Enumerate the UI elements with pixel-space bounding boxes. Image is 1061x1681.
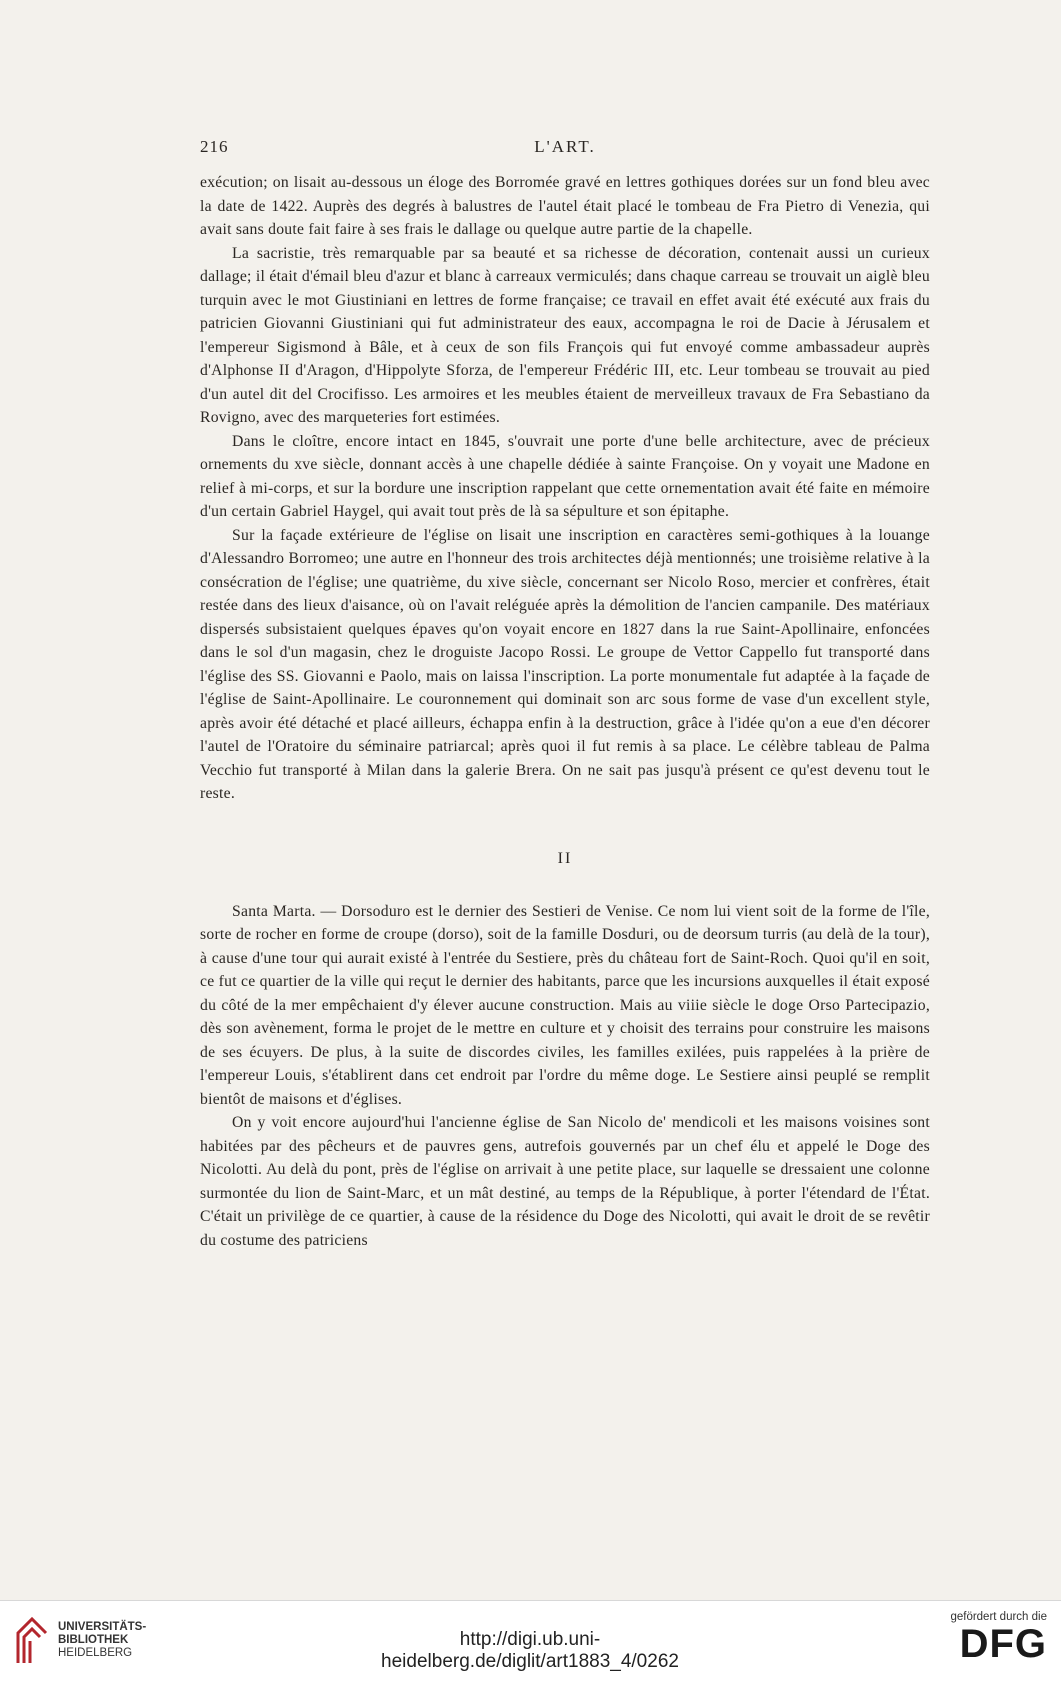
- article-body: [200, 171, 930, 1252]
- paragraph: On y voit encore aujourd'hui l'ancienne église de San Nicolo de' mendicoli et les maisons voisines sont habitées par des pêcheurs et de pauvres gens, autrefois gouvernés par un chef élu et appelé le Doge des Nicolotti. Au delà du pont, près de l'église on arrivait à une petite place, sur laquelle se dressaient une colonne surmontée du lion de Saint-Marc, et un mât destiné, au temps de la République, à porter l'étendard de l'État. C'était un privilège de ce quartier, à cause de la résidence du Doge des Nicolotti, qui avait le droit de se revêtir du costume des patriciens: [200, 1114, 930, 1249]
- viewer-footer: [0, 1600, 1061, 1681]
- paragraph: Sur la façade extérieure de l'église on lisait une inscription en caractères semi-gothiques à la louange d'Alessandro Borromeo; une autre en l'honneur des trois architectes déjà mentionnés; une troisième relative à la consécration de l'église; une quatrième, du xive siècle, concernant ser Nicolo Roso, mercier et confrères, était restée dans des lieux d'aisance, où on l'avait reléguée après la démolition de l'ancien campanile. Des matériaux dispersés subsistaient quelques épaves qu'on voyait encore en 1827 dans la rue Saint-Apollinaire, enfoncées dans le sol d'un magasin, chez le droguiste Jacopo Rossi. Le groupe de Vettor Cappello fut transporté dans l'église des SS. Giovanni e Paolo, mais on laissa l'inscription. La porte monumentale fut adaptée à la façade de l'église de Saint-Apollinaire. Le couronnement qui dominait son arc sous forme de vase d'un excellent style, après avoir été détaché et placé ailleurs, échappa enfin à la destruction, grâce à l'idée qu'on a eue d'en décorer l'autel de l'Oratoire du séminaire patriarcal; après quoi il fut remis à sa place. Le célèbre tableau de Palma Vecchio fut transporté à Milan dans la galerie Brera. On ne sait pas jusqu'à présent ce qu'est devenu tout le reste.: [200, 526, 930, 802]
- library-logo[interactable]: [12, 1613, 162, 1669]
- paragraph: La sacristie, très remarquable par sa beauté et sa richesse de décoration, contenait aussi un curieux dallage; il était d'émail bleu d'azur et blanc à carreaux vermiculés; dans chaque carreau se trouvait un aiglè bleu turquin avec le mot Giustiniani en lettres de forme française; ce travail en effet avait été exécuté aux frais du patricien Giovanni Giustiniani qui fut administrateur des eaux, accompagna le roi de Dacie à Jérusalem et l'empereur Sigismond à Bâle, et à ceux de son fils François qui fut envoyé comme ambassadeur auprès d'Alphonse II d'Aragon, d'Hippolyte Sforza, de l'empereur Frédéric III, etc. Leur tombeau se trouvait au pied d'un autel dit del Crocifisso. Les armoires et les meubles étaient de merveilleux travaux de Fra Sebastiano da Rovigno, avec des marqueteries fort estimées.: [200, 244, 930, 426]
- library-name-line: UNIVERSITÄTS-: [58, 1621, 147, 1633]
- funder-logo[interactable]: [917, 1611, 1047, 1673]
- paragraph: Dans le cloître, encore intact en 1845, s'ouvrait une porte d'une belle architecture, avec de précieux ornements du xve siècle, donnant accès à une chapelle dédiée à sainte Françoise. On y voyait une Madone en relief à mi-corps, et sur la bordure une inscription rappelant que cette ornementation avait été faite en mémoire d'un certain Gabriel Haygel, qui avait tout près de là sa sépulture et son épitaphe.: [200, 432, 930, 520]
- funding-label: gefördert durch die: [950, 1611, 1047, 1623]
- section-heading: II: [557, 849, 573, 867]
- running-header: [200, 137, 930, 161]
- library-name: [58, 1621, 146, 1660]
- library-emblem-icon: [12, 1613, 52, 1669]
- paragraph: exécution; on lisait au-dessous un éloge des Borromée gravé en lettres gothiques dorées sur un fond bleu avec la date de 1422. Auprès des degrés à balustres de l'autel était placé le tombeau de Fra Pietro di Venezia, qui avait sans doute fait faire à ses frais le dallage ou quelque autre partie de la chapelle.: [200, 174, 930, 238]
- page-number: 216: [200, 137, 229, 156]
- paragraph: Santa Marta. — Dorsoduro est le dernier des Sestieri de Venise. Ce nom lui vient soit de la forme de l'île, sorte de rocher en forme de croupe (dorso), soit de la famille Dosduri, ou de deorsum turris (au delà de la tour), à cause d'une tour qui aurait existé à l'entrée du Sestiere, près du château fort de Saint-Roch. Quoi qu'il en soit, ce fut ce quartier de la ville qui reçut le dernier des habitants, parce que les incursions auxquelles il était exposé du côté de la mer empêchaient d'y élever aucune construction. Mais au viiie siècle le doge Orso Partecipazio, dès son avènement, forma le projet de le mettre en culture et y choisit des terrains pour construire les maisons de ses écuyers. De plus, à la suite de discordes civiles, les familles exilées, puis rappelées à la prière de l'empereur Louis, s'établirent dans cet endroit par l'ordre du même doge. Le Sestiere ainsi peuplé se remplit bientôt de maisons et d'églises.: [200, 902, 930, 1108]
- library-name-line: BIBLIOTHEK: [58, 1634, 129, 1646]
- dfg-logo-text: DFG: [959, 1622, 1047, 1666]
- library-name-line: HEIDELBERG: [58, 1647, 133, 1659]
- permalink-url[interactable]: http://digi.ub.uni-heidelberg.de/diglit/art1883_4/0262: [381, 1629, 679, 1672]
- journal-title: L'ART.: [534, 137, 596, 156]
